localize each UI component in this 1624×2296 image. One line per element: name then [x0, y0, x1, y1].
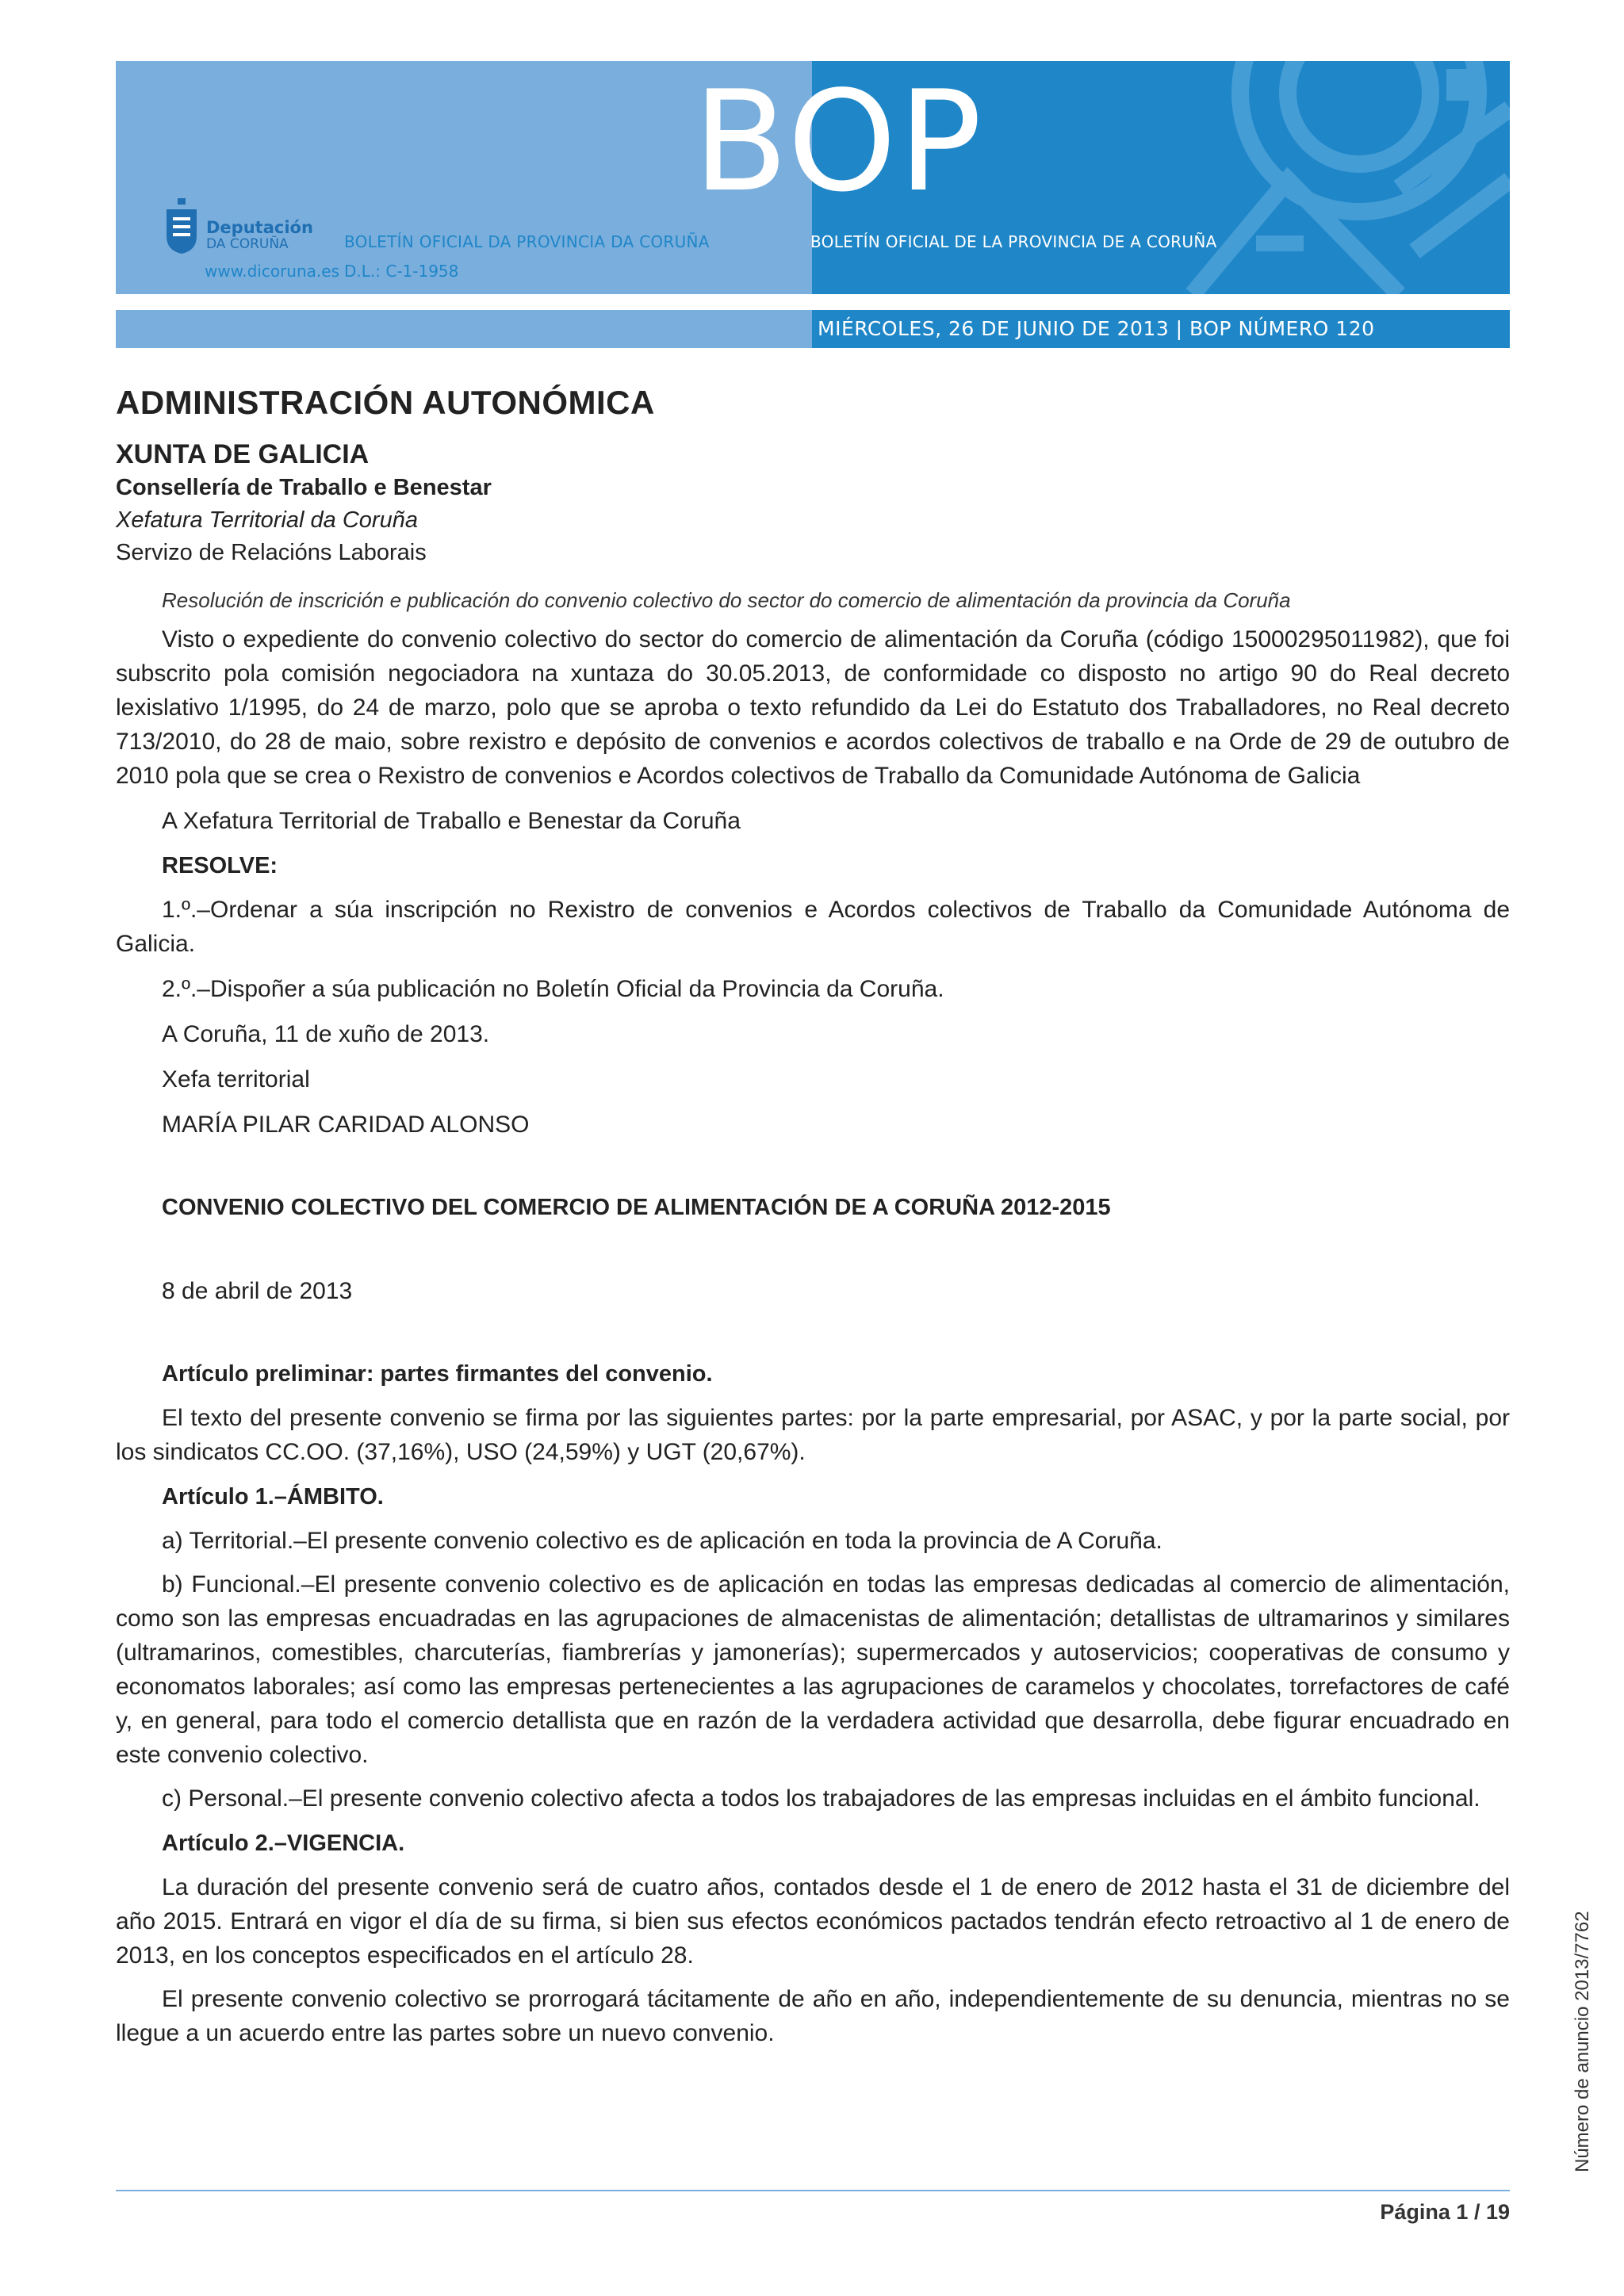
- article-preliminary-title: Artículo preliminar: partes firmantes del convenio.: [162, 1361, 713, 1387]
- convenio-date: 8 de abril de 2013: [162, 1278, 353, 1304]
- resolve-label: RESOLVE:: [162, 853, 278, 878]
- document-body: [116, 373, 1510, 2050]
- xefatura-heading: Xefatura Territorial da Coruña: [116, 507, 418, 533]
- subtitle-spanish: BOLETÍN OFICIAL DE LA PROVINCIA DE A CORUÑA: [810, 232, 1217, 251]
- entity-heading: XUNTA DE GALICIA: [116, 439, 370, 469]
- place-date: A Coruña, 11 de xuño de 2013.: [162, 1021, 490, 1047]
- bop-title: BOP: [693, 62, 984, 223]
- article-2-paragraph-1: La duración del presente convenio será de cuatro años, contados desde el 1 de enero de 2012 hasta el 31 de diciembre del año 2015. Entrará en vigor el día de su firma, si bien sus efectos económicos pactados tendrán efecto retroactivo al 1 de enero de 2013, en los conceptos especificados en el artículo 28.: [116, 1874, 1510, 1969]
- page-number: Página 1 / 19: [1380, 2200, 1510, 2224]
- article-1-b: b) Funcional.–El presente convenio colectivo es de aplicación en todas las empresas dedicadas al comercio de alimentación, como son las empresas encuadradas en las agrupaciones de almacenistas de alimentación; detallistas de ultramarinos y similares (ultramarinos, comestibles, charcuterías, fiambrerías y jamonerías); supermercados y autoservicios; cooperativas de consumo y economatos laborales; así como las empresas pertenecientes a las agrupaciones de caramelos y chocolates, torrefactores de café y, en general, para todo el comercio detallista que en razón de la verdadera actividad que desarrolla, debe figurar encuadrado en este convenio colectivo.: [116, 1571, 1510, 1768]
- convenio-title: CONVENIO COLECTIVO DEL COMERCIO DE ALIMENTACIÓN DE A CORUÑA 2012-2015: [162, 1195, 1111, 1220]
- article-2-title: Artículo 2.–VIGENCIA.: [162, 1831, 405, 1856]
- website-link[interactable]: www.dicoruna.es: [205, 262, 339, 281]
- article-2-paragraph-2: El presente convenio colectivo se prorrogará tácitamente de año en año, independientemente de su denuncia, mientras no se llegue a un acuerdo entre las partes sobre un nuevo convenio.: [116, 1986, 1510, 2046]
- subtitle-galician: BOLETÍN OFICIAL DA PROVINCIA DA CORUÑA: [344, 232, 710, 251]
- announcement-number: Número de anuncio 2013/7762: [1572, 1911, 1593, 2172]
- paragraph-visto: Visto o expediente do convenio colectivo do sector do comercio de alimentación da Coruña (código 15000295011982), que foi subscrito pola comisión negociadora na xuntaza do 30.05.2013, de conformidade co disposto no artigo 90 do Real decreto lexislativo 1/1995, do 24 de marzo, polo que se aproba o texto refundido da Lei do Estatuto dos Traballadores, no Real decreto 713/2010, do 28 de maio, sobre rexistro e depósito de convenios e acordos colectivos de traballo e na Orde de 29 de outubro de 2010 pola que se crea o Rexistro de convenios e Acordos colectivos de Traballo da Comunidade Autónoma de Galicia: [116, 626, 1510, 789]
- resolution-title: Resolución de inscrición e publicación do convenio colectivo do sector do comercio de alimentación da provincia da Coruña: [162, 588, 1291, 612]
- conselleria-heading: Consellería de Traballo e Benestar: [116, 475, 492, 500]
- date-bar-left: [116, 310, 812, 348]
- issue-date-line: MIÉRCOLES, 26 DE JUNIO DE 2013 | BOP NÚMERO 120: [818, 317, 1375, 340]
- article-1-c: c) Personal.–El presente convenio colectivo afecta a todos los trabajadores de las empresas incluidas en el ámbito funcional.: [162, 1785, 1480, 1812]
- footer-divider: [116, 2190, 1510, 2191]
- legal-deposit: D.L.: C-1-1958: [344, 262, 459, 281]
- paragraph-xefatura: A Xefatura Territorial de Traballo e Benestar da Coruña: [162, 808, 741, 834]
- article-1-title: Artículo 1.–ÁMBITO.: [162, 1484, 384, 1510]
- paragraph-point-2: 2.º.–Dispoñer a súa publicación no Boletín Oficial da Provincia da Coruña.: [162, 976, 944, 1002]
- section-heading: ADMINISTRACIÓN AUTONÓMICA: [116, 384, 655, 421]
- article-1-a: a) Territorial.–El presente convenio colectivo es de aplicación en toda la provincia de A Coruña.: [162, 1528, 1162, 1554]
- servizo-heading: Servizo de Relacións Laborais: [116, 540, 427, 565]
- logo-subtitle: DA CORUÑA: [206, 236, 289, 252]
- paragraph-point-1: 1.º.–Ordenar a súa inscripción no Rexistro de convenios e Acordos colectivos de Traballo da Comunidade Autónoma de Galicia.: [116, 897, 1510, 957]
- article-preliminary-text: El texto del presente convenio se firma por las siguientes partes: por la parte empresarial, por ASAC, y por la parte social, por los sindicatos CC.OO. (37,16%), USO (24,59%) y UGT (20,67%).: [116, 1405, 1510, 1465]
- crest-watermark-icon: [1097, 61, 1510, 294]
- signer-name: MARÍA PILAR CARIDAD ALONSO: [162, 1112, 530, 1138]
- deputacion-crest-icon: [162, 198, 201, 254]
- logo-name: Deputación: [206, 218, 313, 237]
- signer-role: Xefa territorial: [162, 1066, 310, 1093]
